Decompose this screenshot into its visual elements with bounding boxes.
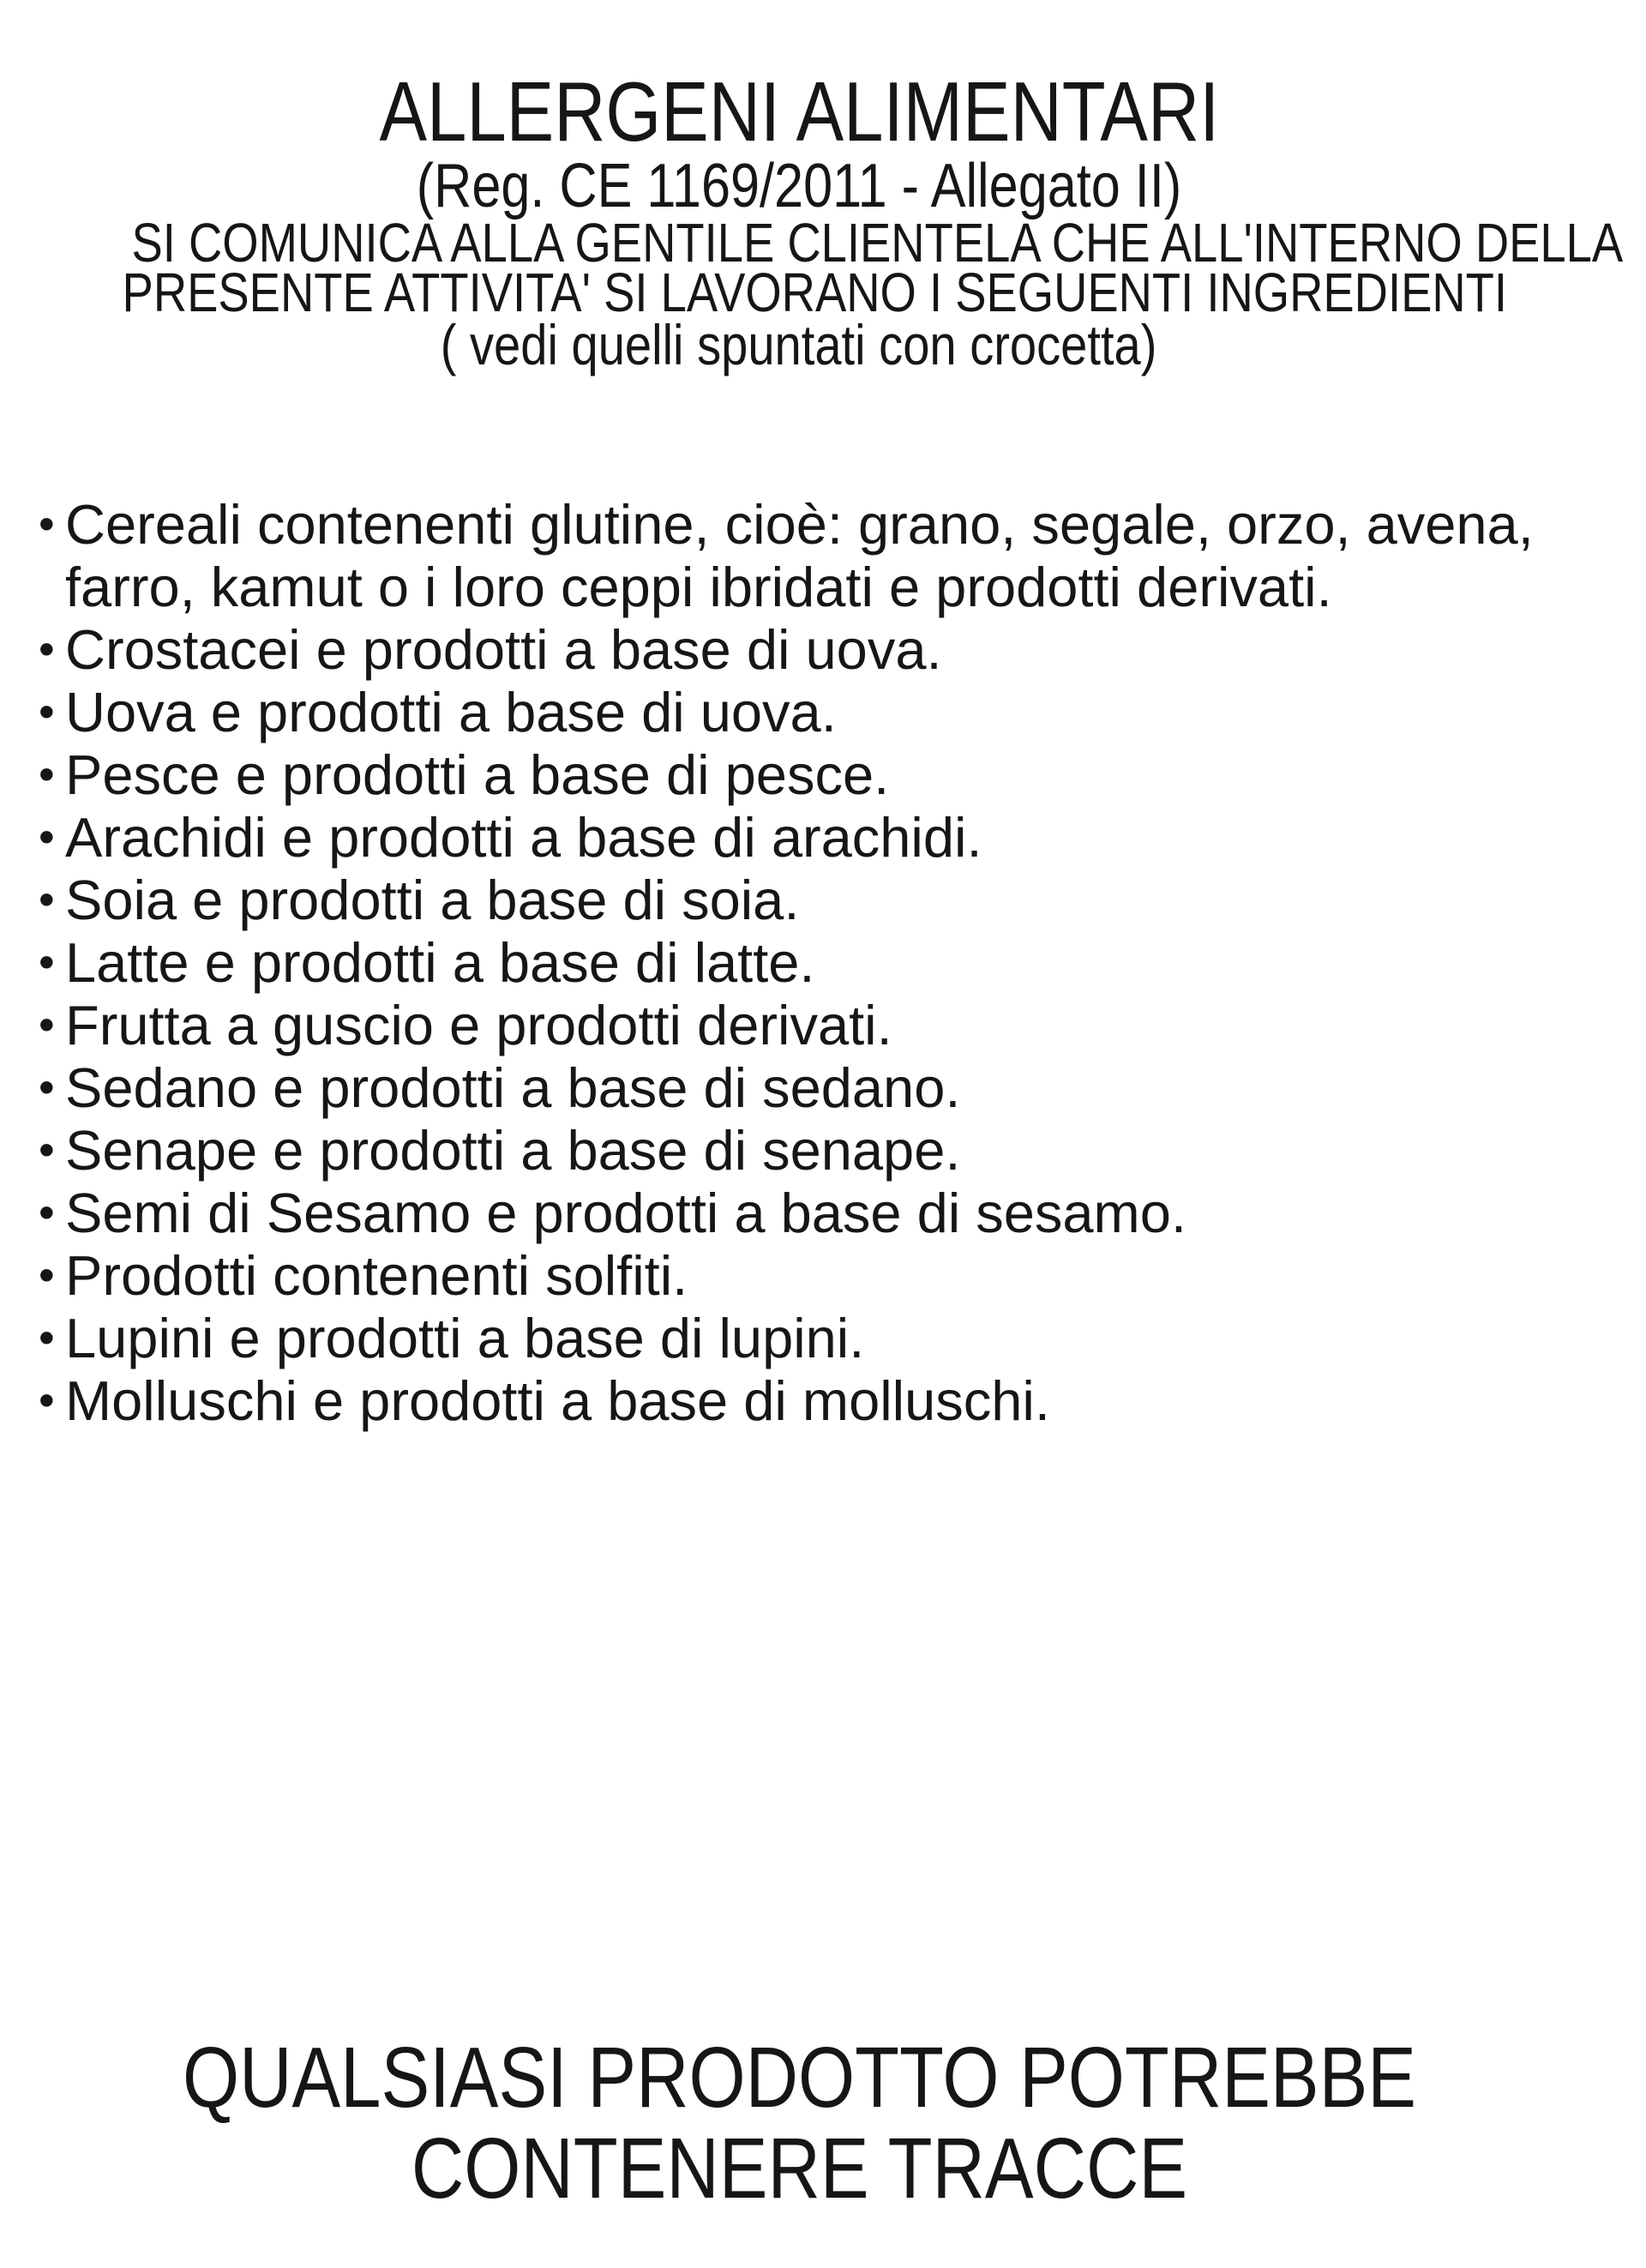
announcement-line-2 xyxy=(0,262,1598,323)
checkmark-note xyxy=(0,313,1598,376)
regulation-subtitle-text: (Reg. CE 1169/2011 - Allegato II) xyxy=(416,152,1182,220)
footer-warning-line-2 xyxy=(0,2121,1598,2217)
regulation-subtitle xyxy=(0,154,1598,218)
notice-header xyxy=(0,64,1624,376)
allergen-item: • Latte e prodotti a base di latte. xyxy=(65,931,1574,994)
announcement-line-1-text: SI COMUNICA ALLA GENTILE CLIENTELA CHE ALL'INTERNO DELLA xyxy=(131,212,1624,274)
allergen-item: • Senape e prodotti a base di senape. xyxy=(65,1119,1574,1182)
allergen-item: • Prodotti contenenti solfiti. xyxy=(65,1244,1574,1307)
announcement-line-2-text: PRESENTE ATTIVITA' SI LAVORANO I SEGUENTI INGREDIENTI xyxy=(122,262,1507,323)
footer-warning xyxy=(0,2030,1598,2217)
allergen-item: • Arachidi e prodotti a base di arachidi. xyxy=(65,806,1574,869)
allergen-item: • Frutta a guscio e prodotti derivati. xyxy=(65,994,1574,1056)
footer-warning-line-2-text: CONTENERE TRACCE xyxy=(411,2121,1187,2217)
announcement-line-1 xyxy=(0,212,1624,274)
allergen-item: • Molluschi e prodotti a base di molluschi. xyxy=(65,1369,1574,1432)
allergen-item: • Soia e prodotti a base di soia. xyxy=(65,869,1574,931)
page-title xyxy=(0,64,1598,159)
footer-warning-line-1 xyxy=(0,2030,1598,2126)
checkmark-note-text: ( vedi quelli spuntati con crocetta) xyxy=(441,313,1157,376)
page-title-text: ALLERGENI ALIMENTARI xyxy=(379,64,1219,159)
allergen-list xyxy=(65,493,1574,1432)
allergen-item: • Crostacei e prodotti a base di uova. xyxy=(65,618,1574,681)
allergen-item: • Sedano e prodotti a base di sedano. xyxy=(65,1056,1574,1119)
allergen-item: • Semi di Sesamo e prodotti a base di sesamo. xyxy=(65,1182,1574,1244)
allergen-item: • Cereali contenenti glutine, cioè: grano, segale, orzo, avena, farro, kamut o i loro ceppi ibridati e prodotti derivati. xyxy=(65,493,1574,618)
allergen-item: • Lupini e prodotti a base di lupini. xyxy=(65,1307,1574,1369)
allergen-item: • Uova e prodotti a base di uova. xyxy=(65,681,1574,743)
footer-warning-line-1-text: QUALSIASI PRODOTTO POTREBBE xyxy=(182,2030,1416,2126)
allergen-item: • Pesce e prodotti a base di pesce. xyxy=(65,743,1574,806)
